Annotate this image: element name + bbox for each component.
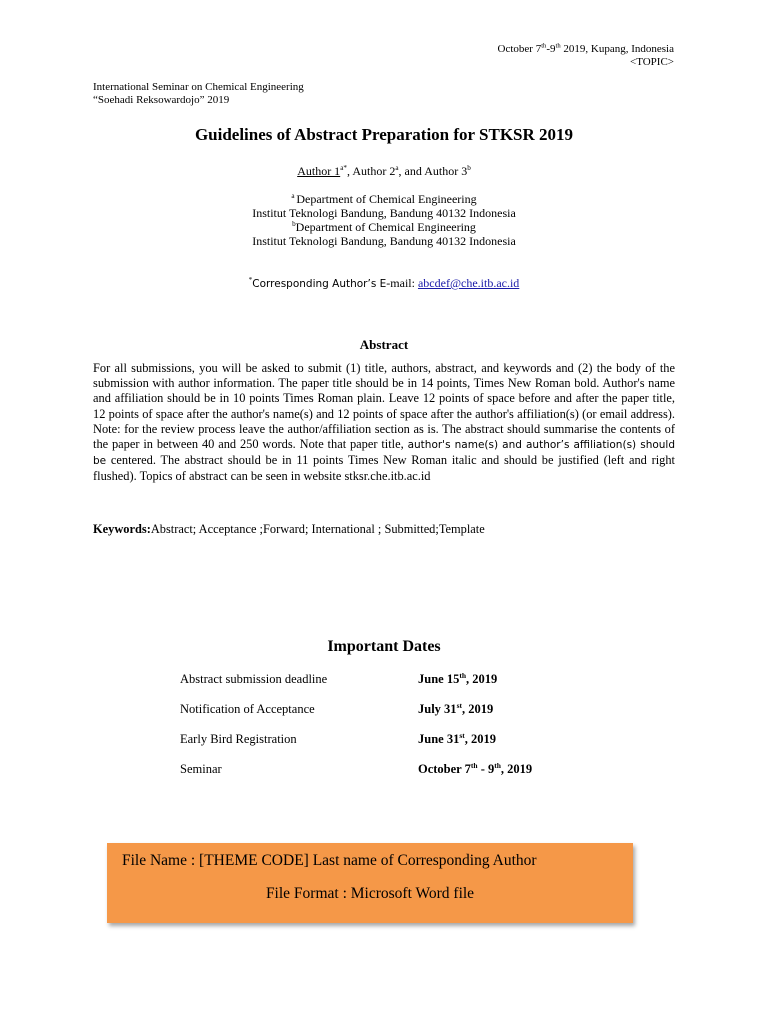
header-seminar [93,81,493,107]
page-title: Guidelines of Abstract Preparation for STKSR 2019 [194,125,574,144]
file-info-box [107,843,633,923]
author-1: Author 1 [297,164,341,178]
header-topic: <TOPIC> [630,56,674,68]
date-row: Abstract submission deadline June 15th, 2019 [180,670,498,686]
corresponding-email-link[interactable]: abcdef@che.itb.ac.id [417,276,520,290]
file-name-line: File Name : [THEME CODE] Last name of Corresponding Author [122,852,537,869]
seminar-name: International Seminar on Chemical Engineering [93,81,304,93]
header-date-topic [274,43,674,69]
file-format-line: File Format : Microsoft Word file [265,885,475,902]
date-row: Seminar October 7th - 9th, 2019 [180,760,533,776]
affiliation-b-inst: Institut Teknologi Bandung, Bandung 40132 Indonesia [252,234,516,248]
corresponding-label: Corresponding Author’s E [252,278,387,290]
affiliations [0,192,768,248]
keywords-label: Keywords: [93,522,151,536]
important-dates-heading: Important Dates [327,638,441,655]
affiliation-a-dept: $^a$ Department of Chemical Engineering [291,192,477,206]
author-2: , Author 2 [346,164,396,178]
abstract-text: For all submissions, you will be asked to submit (1) title, authors, abstract, and keywords and (2) the body of the submission with author information. The paper title should be in 14 points, Times New Roman bold. Author's name and affiliation should be in 10 points Times Roman plain. Leave 12 points of space before and after the paper title, 12 points of space after the author's name(s) and 12 points of space after the author's affiliation(s) (or email address). Note: for the review process leave the author/affiliation section as is. The abstract should summarise the contents of the paper in between 40 and 250 words. Note that paper title, author's name(s) and author’s affiliation(s) should be centered. The abstract should be in 11 points Times New Roman italic and should be justified (left and right flushed). Topics of abstract can be seen in website stksr.che.itb.ac.id [93,361,676,484]
author-list: Author $1^{a*}$, Author 2$^a$, and Author 3$^b$ [297,164,471,178]
date-row: Notification of Acceptance July 31st, 2019 [180,700,494,716]
affiliation-b-dept: $^b$Department of Chemical Engineering [292,220,476,234]
affiliation-a-inst: Institut Teknologi Bandung, Bandung 40132 Indonesia [252,206,516,220]
corresponding-author: *Corresponding Author’s E-mail: abcdef@che.itb.ac.id [248,276,520,290]
keywords [93,522,675,537]
date-row: Early Bird Registration June 31st, 2019 [180,730,496,746]
seminar-subtitle: “Soehadi Reksowardojo” 2019 [93,94,230,106]
author-3: , and Author 3 [398,164,468,178]
abstract-heading: Abstract [359,337,409,352]
header-date: October 7th-9th 2019, Kupang, Indonesia [497,42,674,55]
keywords-value: Abstract; Acceptance ;Forward; International ; Submitted;Template [150,522,485,536]
